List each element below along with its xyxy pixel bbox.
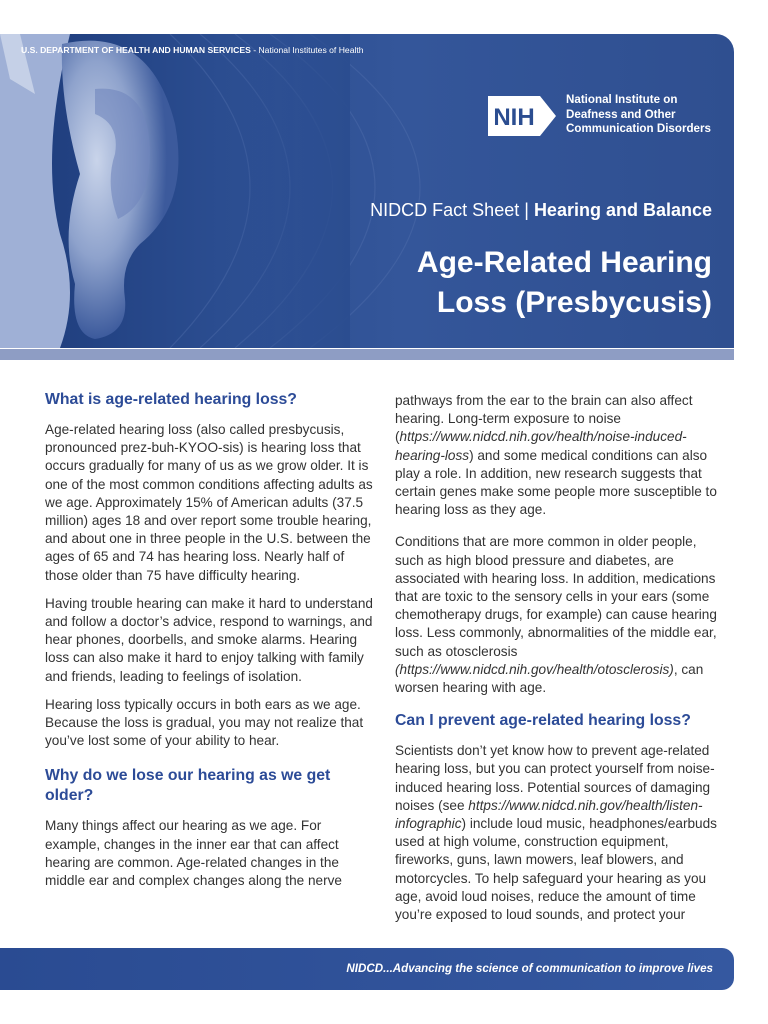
agency-separator: - <box>250 45 259 55</box>
heading-prevent: Can I prevent age-related hearing loss? <box>395 712 691 730</box>
paragraph-causes-1 <box>395 392 725 519</box>
series-separator: | <box>524 200 529 220</box>
paragraph-what-is-2: Having trouble hearing can make it hard to understand and follow a doctor’s advice, respond to warnings, and hear phones, doorbells, and smoke alarms. Hearing loss can also make it hard to enjoy talking with family and friends, leading to feelings of isolation. <box>45 595 373 684</box>
link-noise-induced[interactable]: https://www.nidcd.nih.gov/health/noise-induced-hearing-loss <box>395 429 687 463</box>
heading-what-is: What is age-related hearing loss? <box>45 391 297 408</box>
agency-line <box>21 45 364 55</box>
paragraph-causes-2-text-b: , can worsen hearing with age. <box>395 661 704 696</box>
right-column <box>395 392 725 934</box>
paragraph-what-is-1: Age-related hearing loss (also called presbycusis, pronounced prez-buh-KYOO-sis) is hearing loss that occurs gradually for many of us as we grow older. It is one of the most common conditions affecting adults as we age. Approximately 15% of American adults (37.5 million) ages 18 and over report some trouble hearing, and about one in three people in the U.S. between the ages of 65 and 74 has hearing loss. Nearly half of those older than 75 have difficulty hearing. <box>45 422 373 583</box>
institute-line-1: National Institute on <box>566 93 678 106</box>
agency-hhs: U.S. DEPARTMENT OF HEALTH AND HUMAN SERVICES <box>21 45 251 55</box>
paragraph-causes-1-text-a: pathways from the ear to the brain can also affect hearing. Long-term exposure to noise ( <box>395 393 693 445</box>
series-label: NIDCD Fact Sheet <box>370 200 520 220</box>
title-line-2: Loss (Presbycusis) <box>436 286 712 319</box>
banner-stripe <box>0 349 734 360</box>
nih-logo <box>488 96 558 136</box>
paragraph-prevent-1 <box>395 742 725 924</box>
fact-sheet-line <box>370 200 712 221</box>
agency-nih: National Institutes of Health <box>258 45 364 55</box>
footer-tagline: NIDCD...Advancing the science of communication to improve lives <box>346 962 713 975</box>
institute-line-2: Deafness and Other <box>566 107 676 121</box>
topic-label: Hearing and Balance <box>533 200 712 220</box>
link-listen-infographic[interactable]: https://www.nidcd.nih.gov/health/listen-infographic <box>395 797 703 832</box>
heading-why: Why do we lose our hearing as we get older? <box>45 767 331 805</box>
nih-logo-text: NIH <box>493 104 535 131</box>
paragraph-why-1: Many things affect our hearing as we age. For example, changes in the inner ear that can affect hearing are common. Age-related changes in the middle ear and complex changes along the nerve <box>45 818 342 889</box>
paragraph-causes-2-text-a: Conditions that are more common in older people, such as high blood pressure and diabetes, are associated with hearing loss. In addition, medications that are toxic to the sensory cells in your ears (some chemotherapy drugs, for example) can cause hearing loss. Less commonly, abnormalities of the middle ear, such as otosclerosis <box>395 534 717 659</box>
institute-line-3: Communication Disorders <box>566 122 711 135</box>
paragraph-what-is-3: Hearing loss typically occurs in both ears as we age. Because the loss is gradual, you may not realize that you’ve lost some of your ability to hear. <box>45 696 364 749</box>
link-otosclerosis[interactable]: (https://www.nidcd.nih.gov/health/otosclerosis) <box>395 661 674 677</box>
title-line-1: Age-Related Hearing <box>416 246 712 279</box>
page-title <box>417 243 712 323</box>
paragraph-causes-2 <box>395 533 725 697</box>
left-column <box>45 390 375 900</box>
paragraph-causes-1-text-b: ) and some medical conditions can also play a role. In addition, new research suggests that certain genes make some people more susceptible to hearing loss as they age. <box>395 447 717 518</box>
institute-name <box>566 93 736 137</box>
paragraph-prevent-1-text-a: Scientists don’t yet know how to prevent age-related hearing loss, but you can protect yourself from noise-induced hearing loss. Potential sources of damaging noises (see <box>395 743 715 813</box>
footer-bar <box>0 948 734 990</box>
paragraph-prevent-1-text-b: ) include loud music, headphones/earbuds used at high volume, construction equipment, fireworks, guns, lawn mowers, leaf blowers, and motorcycles. To help safeguard your hearing as you age, avoid loud noises, reduce the amount of time you’re exposed to loud sounds, and protect your <box>395 816 717 923</box>
